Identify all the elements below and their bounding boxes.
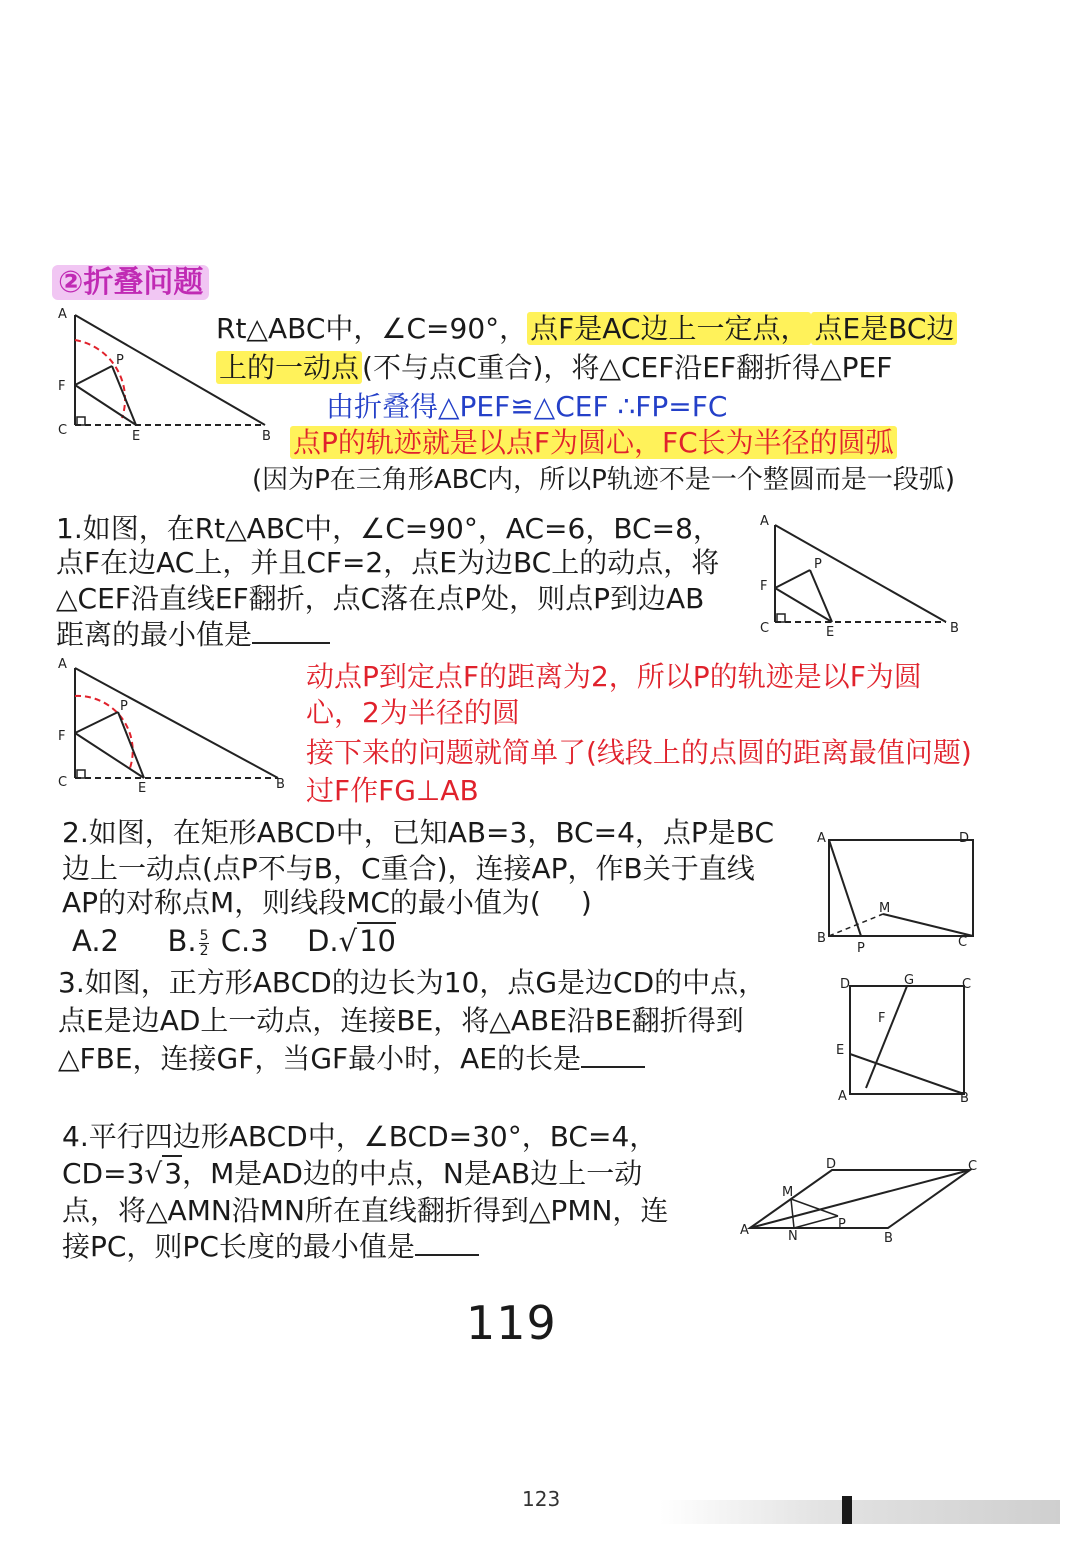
option-b[interactable]: B. $\frac{5}{2}$ — [167, 924, 209, 959]
footer-page-number: 123 — [522, 1487, 561, 1511]
label-b: B — [884, 1231, 893, 1244]
p3-line-1: 3.如图，正方形ABCD的边长为10，点G是边CD的中点， — [58, 966, 767, 999]
p4-line-2: CD=3√3，M是AD边的中点，N是AB边上一动 — [62, 1157, 643, 1190]
label-g: G — [904, 974, 915, 988]
option-a[interactable]: A.2 — [72, 924, 119, 958]
answer-blank — [581, 1042, 645, 1068]
label-c: C — [58, 775, 68, 790]
label-f: F — [58, 379, 66, 394]
p4-line-3: 点，将△AMN沿MN所在直线翻折得到△PMN，连 — [62, 1194, 669, 1227]
label-f: F — [760, 579, 768, 594]
label-m: M — [782, 1185, 794, 1200]
option-c[interactable]: C.3 — [220, 924, 269, 958]
intro-line-1: Rt△ABC中，∠C=90°， 点F是AC边上一定点， 点E是BC边 — [216, 312, 957, 346]
p3-line-2: 点E是边AD上一动点，连接BE，将△ABE沿BE翻折得到 — [58, 1004, 744, 1037]
page-edge-mark — [842, 1496, 852, 1524]
label-a: A — [817, 831, 826, 846]
page-edge-strip — [660, 1500, 1060, 1524]
p2-line-3: AP的对称点M，则线段MC的最小值为( ) — [62, 886, 592, 919]
p4-line-4: 接PC，则PC长度的最小值是 — [62, 1230, 479, 1264]
label-c: C — [760, 621, 770, 636]
label-b: B — [950, 621, 959, 636]
p2-line-1: 2.如图，在矩形ABCD中，已知AB=3，BC=4，点P是BC — [62, 816, 775, 849]
intro-note: (因为P在三角形ABC内，所以P轨迹不是一个整圆而是一段弧) — [252, 465, 955, 495]
answer-blank — [252, 618, 330, 644]
p1-line-2: 点F在边AC上，并且CF=2，点E为边BC上的动点，将 — [56, 546, 720, 579]
label-c: C — [58, 423, 68, 438]
label-c: C — [962, 977, 972, 992]
label-b: B — [960, 1091, 969, 1106]
label-a: A — [740, 1223, 749, 1238]
intro-line-2: 上的一动点 (不与点C重合)，将△CEF沿EF翻折得△PEF — [216, 351, 892, 385]
answer-blank — [415, 1230, 479, 1256]
label-e: E — [138, 781, 147, 796]
label-f: F — [878, 1011, 886, 1026]
sol1-line-1: 动点P到定点F的距离为2，所以P的轨迹是以F为圆 — [306, 660, 922, 693]
label-f: F — [58, 729, 66, 744]
option-d[interactable]: D.√10 — [307, 924, 396, 958]
label-a: A — [838, 1089, 847, 1104]
figure-p1-triangle — [750, 510, 980, 640]
figure-solution1-triangle — [50, 650, 300, 800]
sol1-line-2: 心，2为半径的圆 — [306, 696, 520, 729]
label-b: B — [276, 777, 285, 792]
label-p: P — [116, 353, 124, 368]
label-b: B — [817, 931, 826, 946]
label-n: N — [788, 1229, 798, 1244]
label-m: M — [879, 901, 891, 916]
label-p: P — [838, 1217, 846, 1232]
p3-line-3: △FBE，连接GF，当GF最小时，AE的长是 — [58, 1042, 645, 1076]
label-p: P — [120, 699, 128, 714]
label-c: C — [968, 1159, 978, 1174]
figure-p4-parallelogram — [738, 1156, 983, 1244]
label-d: D — [959, 831, 970, 846]
handwritten-page-number: 119 — [466, 1296, 557, 1350]
label-p: P — [814, 557, 822, 572]
p2-options — [72, 924, 396, 958]
p2-line-2: 边上一动点(点P不与B，C重合)，连接AP，作B关于直线 — [62, 852, 755, 885]
label-d: D — [826, 1157, 837, 1172]
label-a: A — [760, 514, 769, 529]
figure-p2-rectangle — [815, 826, 985, 956]
label-e: E — [836, 1043, 845, 1058]
sol1-line-3: 接下来的问题就简单了(线段上的点圆的距离最值问题) — [306, 736, 972, 769]
sol1-line-4: 过F作FG⊥AB — [306, 774, 479, 807]
label-a: A — [58, 307, 67, 322]
label-a: A — [58, 657, 67, 672]
label-e: E — [826, 625, 835, 640]
p1-line-3: △CEF沿直线EF翻折，点C落在点P处，则点P到边AB — [56, 582, 705, 615]
p4-line-1: 4.平行四边形ABCD中，∠BCD=30°，BC=4， — [62, 1120, 658, 1153]
label-p: P — [857, 941, 865, 956]
p1-line-1: 1.如图，在Rt△ABC中，∠C=90°，AC=6，BC=8， — [56, 512, 721, 545]
label-e: E — [132, 429, 141, 444]
intro-red-line: 点P的轨迹就是以点F为圆心，FC长为半径的圆弧 — [290, 426, 897, 460]
section-title: ②折叠问题 — [52, 266, 209, 300]
label-b: B — [262, 429, 271, 444]
label-c: C — [958, 935, 968, 950]
label-d: D — [840, 977, 851, 992]
figure-p3-square — [832, 974, 982, 1106]
p1-line-4: 距离的最小值是 — [56, 618, 330, 652]
intro-blue-line: 由折叠得△PEF≌△CEF ∴FP=FC — [326, 390, 728, 423]
